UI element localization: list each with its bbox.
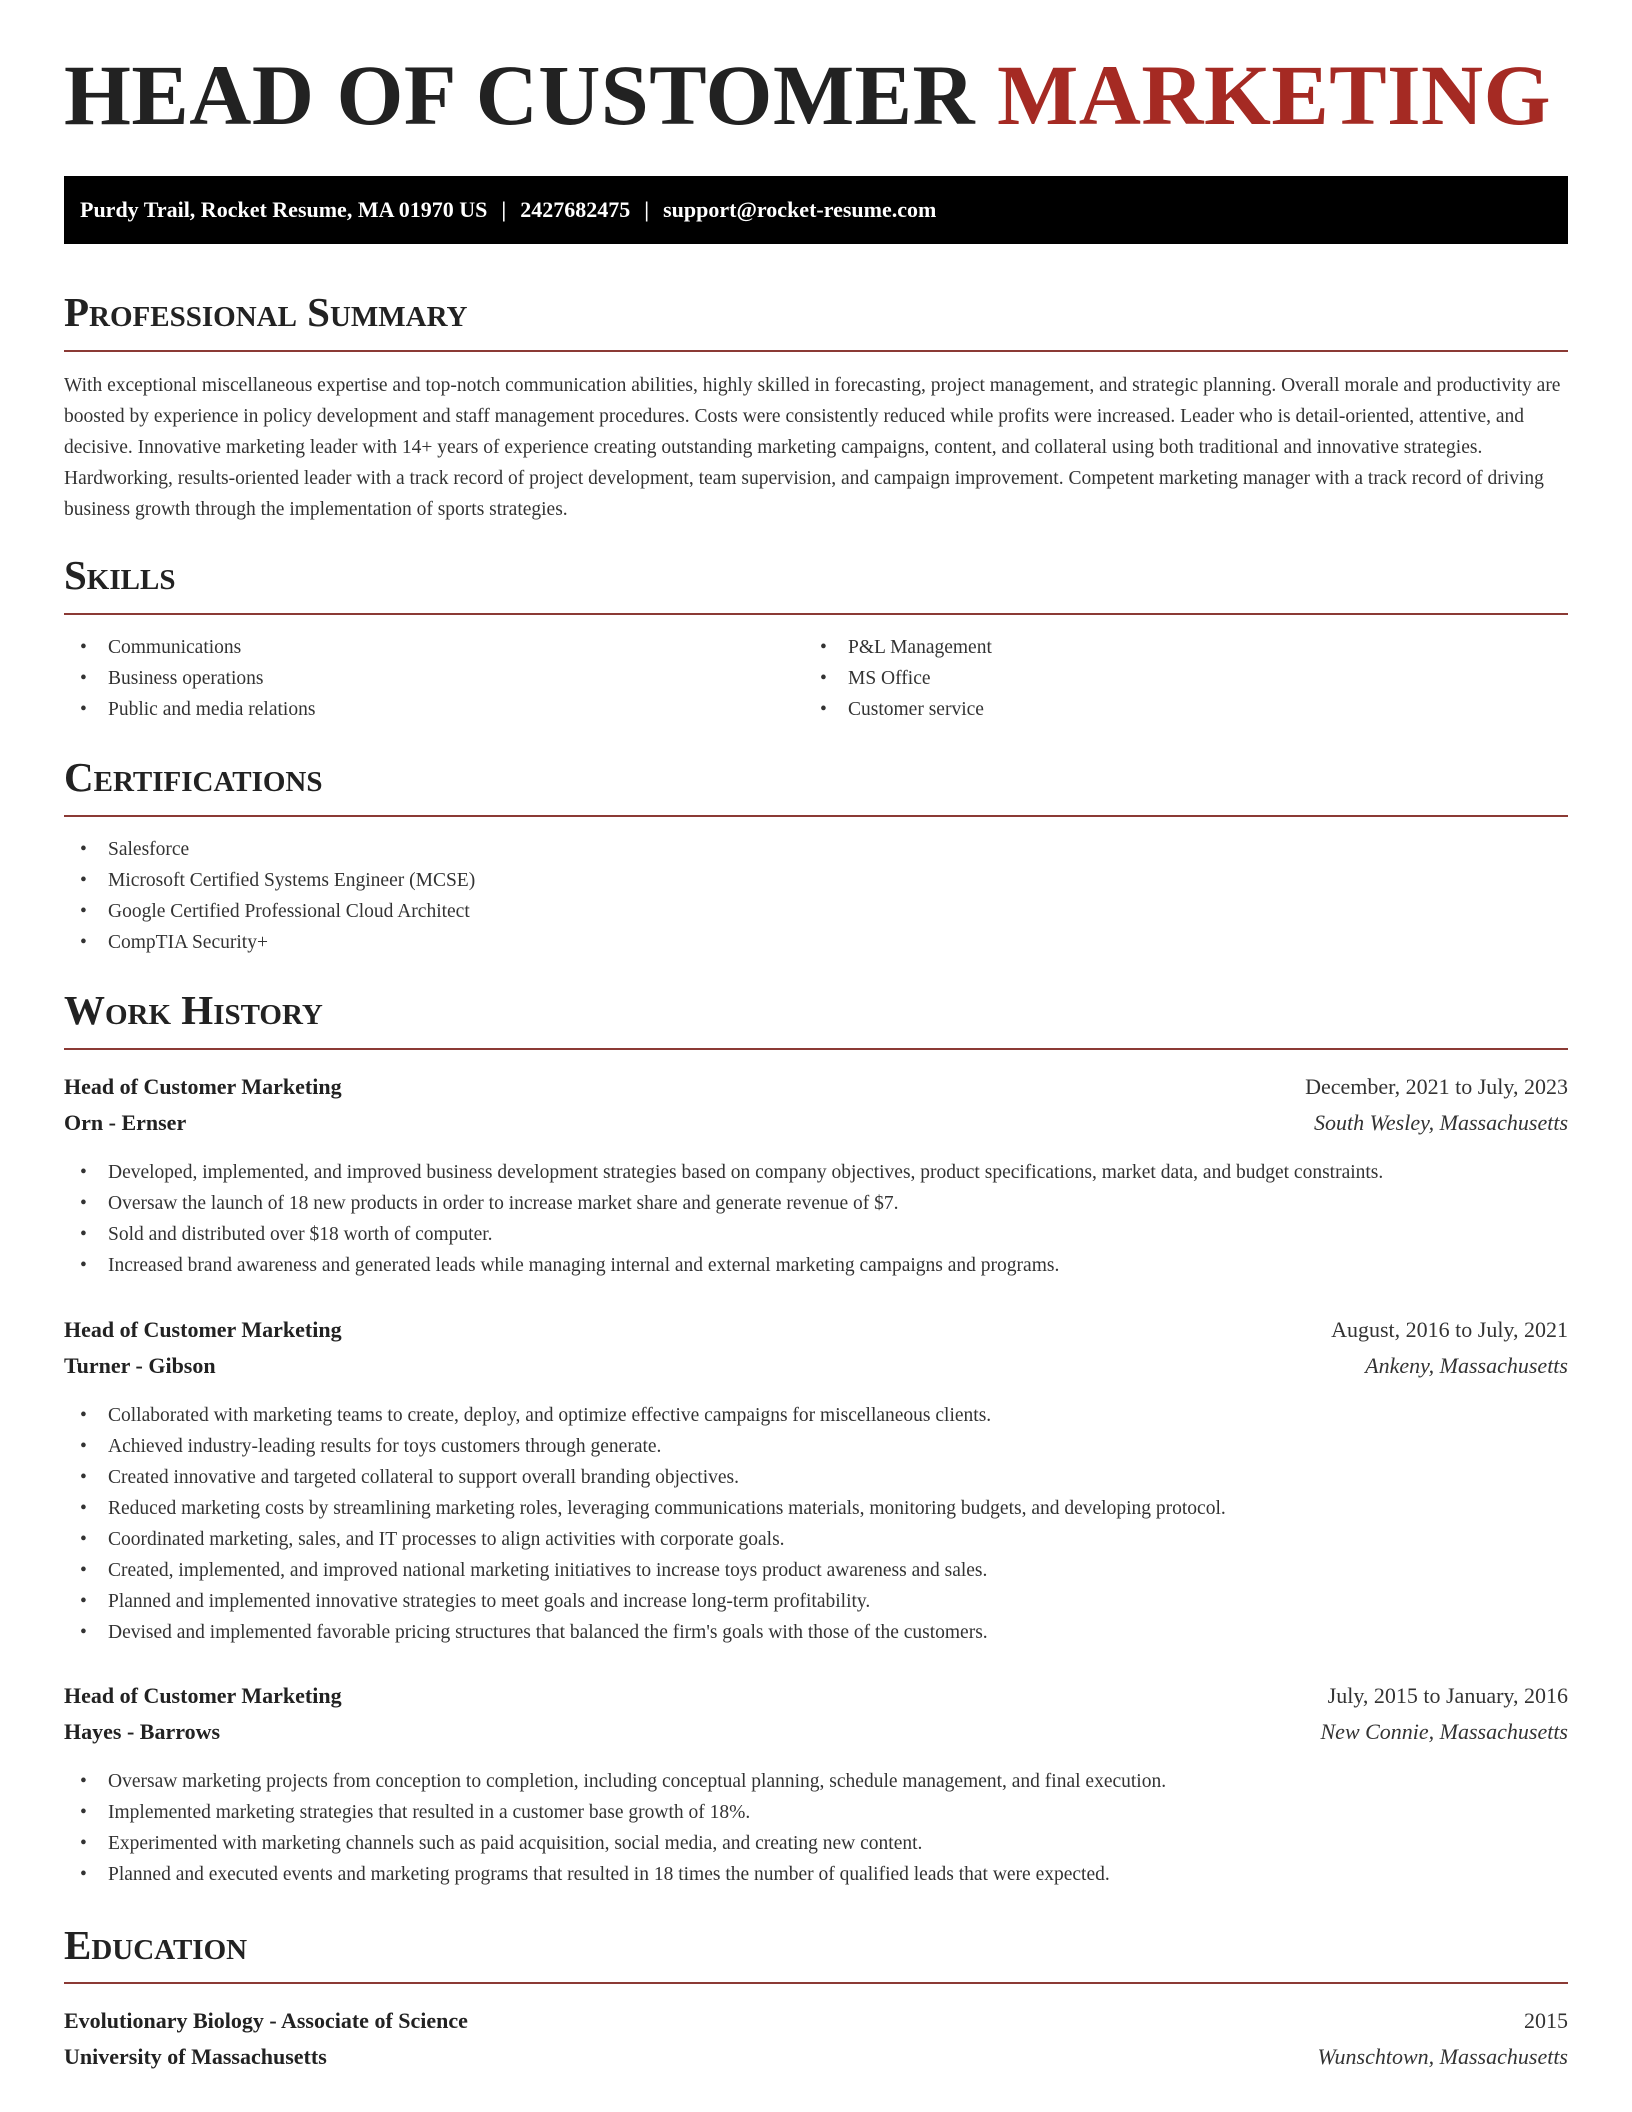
education-subheader — [64, 2042, 1568, 2072]
summary-text: With exceptional miscellaneous expertise and top-notch communication abilities, highly skilled in forecasting, project management, and strategic planning. Overall morale and productivity are boosted by experience in policy development and staff management procedures. Costs were consistently reduced while profits were increased. Leader who is detail-oriented, attentive, and decisive. Innovative marketing leader with 14+ years of experience creating outstanding marketing campaigns, content, and collateral using both traditional and innovative strategies. Hardworking, results-oriented leader with a track record of project development, team supervision, and campaign improvement. Competent marketing manager with a track record of driving business growth through the implementation of sports strategies. — [64, 375, 1561, 520]
education-location: Wunschtown, Massachusetts — [1317, 2044, 1568, 2069]
job-bullets — [64, 1400, 1226, 1648]
job-role: Head of Customer Marketing — [64, 1317, 342, 1342]
certifications-list — [64, 834, 475, 958]
list-item: • Planned and implemented innovative strategies to meet goals and increase long-term profitability. — [64, 1586, 1226, 1617]
section-divider — [64, 350, 1568, 352]
job-bullets — [64, 1766, 1166, 1890]
list-item: • Customer service — [804, 694, 992, 725]
skills-list-right — [804, 632, 992, 725]
contact-phone: 2427682475 — [520, 197, 631, 222]
list-item: • Public and media relations — [64, 694, 315, 725]
skills-heading: Skills — [64, 552, 176, 598]
list-item: • Google Certified Professional Cloud Architect — [64, 896, 475, 927]
list-item: • CompTIA Security+ — [64, 927, 475, 958]
list-item: • Microsoft Certified Systems Engineer (MCSE) — [64, 865, 475, 896]
job-subheader — [64, 1717, 1568, 1747]
job-subheader — [64, 1351, 1568, 1381]
list-item: • Created innovative and targeted collateral to support overall branding objectives. — [64, 1462, 1226, 1493]
work-history-heading: Work History — [64, 987, 323, 1033]
contact-bar — [64, 176, 1568, 244]
section-divider — [64, 815, 1568, 817]
list-item: • Collaborated with marketing teams to create, deploy, and optimize effective campaigns for miscellaneous clients. — [64, 1400, 1226, 1431]
contact-separator: | — [644, 197, 650, 222]
certifications-heading: Certifications — [64, 754, 323, 800]
job-header — [64, 1681, 1568, 1711]
list-item: • Salesforce — [64, 834, 475, 865]
skills-list-left — [64, 632, 315, 725]
job-location: Ankeny, Massachusetts — [1365, 1353, 1568, 1378]
list-item: • Experimented with marketing channels such as paid acquisition, social media, and creating new content. — [64, 1828, 1166, 1859]
title-accent: MARKETING — [997, 47, 1552, 143]
contact-address: Purdy Trail, Rocket Resume, MA 01970 US — [80, 197, 488, 222]
summary-heading: Professional Summary — [64, 289, 468, 335]
list-item: • Oversaw marketing projects from conception to completion, including conceptual planning, schedule management, and final execution. — [64, 1766, 1166, 1797]
education-heading: Education — [64, 1922, 248, 1968]
list-item: • Achieved industry-leading results for toys customers through generate. — [64, 1431, 1226, 1462]
job-dates: December, 2021 to July, 2023 — [1305, 1074, 1568, 1099]
job-location: South Wesley, Massachusetts — [1314, 1110, 1568, 1135]
section-divider — [64, 613, 1568, 615]
job-subheader — [64, 1108, 1568, 1138]
list-item: • Developed, implemented, and improved business development strategies based on company objectives, product specifications, market data, and budget constraints. — [64, 1157, 1383, 1188]
job-role: Head of Customer Marketing — [64, 1683, 342, 1708]
list-item: • Created, implemented, and improved national marketing initiatives to increase toys product awareness and sales. — [64, 1555, 1226, 1586]
list-item: • P&L Management — [804, 632, 992, 663]
education-year: 2015 — [1524, 2008, 1568, 2033]
list-item: • Reduced marketing costs by streamlining marketing roles, leveraging communications materials, monitoring budgets, and developing protocol. — [64, 1493, 1226, 1524]
list-item: • MS Office — [804, 663, 992, 694]
job-dates: July, 2015 to January, 2016 — [1327, 1683, 1568, 1708]
job-header — [64, 1072, 1568, 1102]
job-dates: August, 2016 to July, 2021 — [1331, 1317, 1568, 1342]
list-item: • Oversaw the launch of 18 new products in order to increase market share and generate revenue of $7. — [64, 1188, 1383, 1219]
list-item: • Business operations — [64, 663, 315, 694]
title-first: HEAD OF CUSTOMER — [64, 47, 976, 143]
section-divider — [64, 1048, 1568, 1050]
education-school: University of Massachusetts — [64, 2044, 327, 2069]
job-role: Head of Customer Marketing — [64, 1074, 342, 1099]
job-company: Hayes - Barrows — [64, 1719, 221, 1744]
list-item: • Increased brand awareness and generated leads while managing internal and external marketing campaigns and programs. — [64, 1250, 1383, 1281]
list-item: • Sold and distributed over $18 worth of computer. — [64, 1219, 1383, 1250]
job-header — [64, 1315, 1568, 1345]
job-company: Turner - Gibson — [64, 1353, 216, 1378]
list-item: • Planned and executed events and marketing programs that resulted in 18 times the number of qualified leads that were expected. — [64, 1859, 1166, 1890]
contact-separator: | — [501, 197, 507, 222]
job-company: Orn - Ernser — [64, 1110, 187, 1135]
contact-email: support@rocket-resume.com — [663, 197, 937, 222]
education-degree: Evolutionary Biology - Associate of Science — [64, 2008, 468, 2033]
list-item: • Devised and implemented favorable pricing structures that balanced the firm's goals with those of the customers. — [64, 1617, 1226, 1648]
job-location: New Connie, Massachusetts — [1320, 1719, 1568, 1744]
list-item: • Implemented marketing strategies that resulted in a customer base growth of 18%. — [64, 1797, 1166, 1828]
job-bullets — [64, 1157, 1383, 1281]
list-item: • Coordinated marketing, sales, and IT processes to align activities with corporate goals. — [64, 1524, 1226, 1555]
page-title — [64, 47, 1552, 143]
education-header — [64, 2006, 1568, 2036]
section-divider — [64, 1982, 1568, 1984]
list-item: • Communications — [64, 632, 315, 663]
